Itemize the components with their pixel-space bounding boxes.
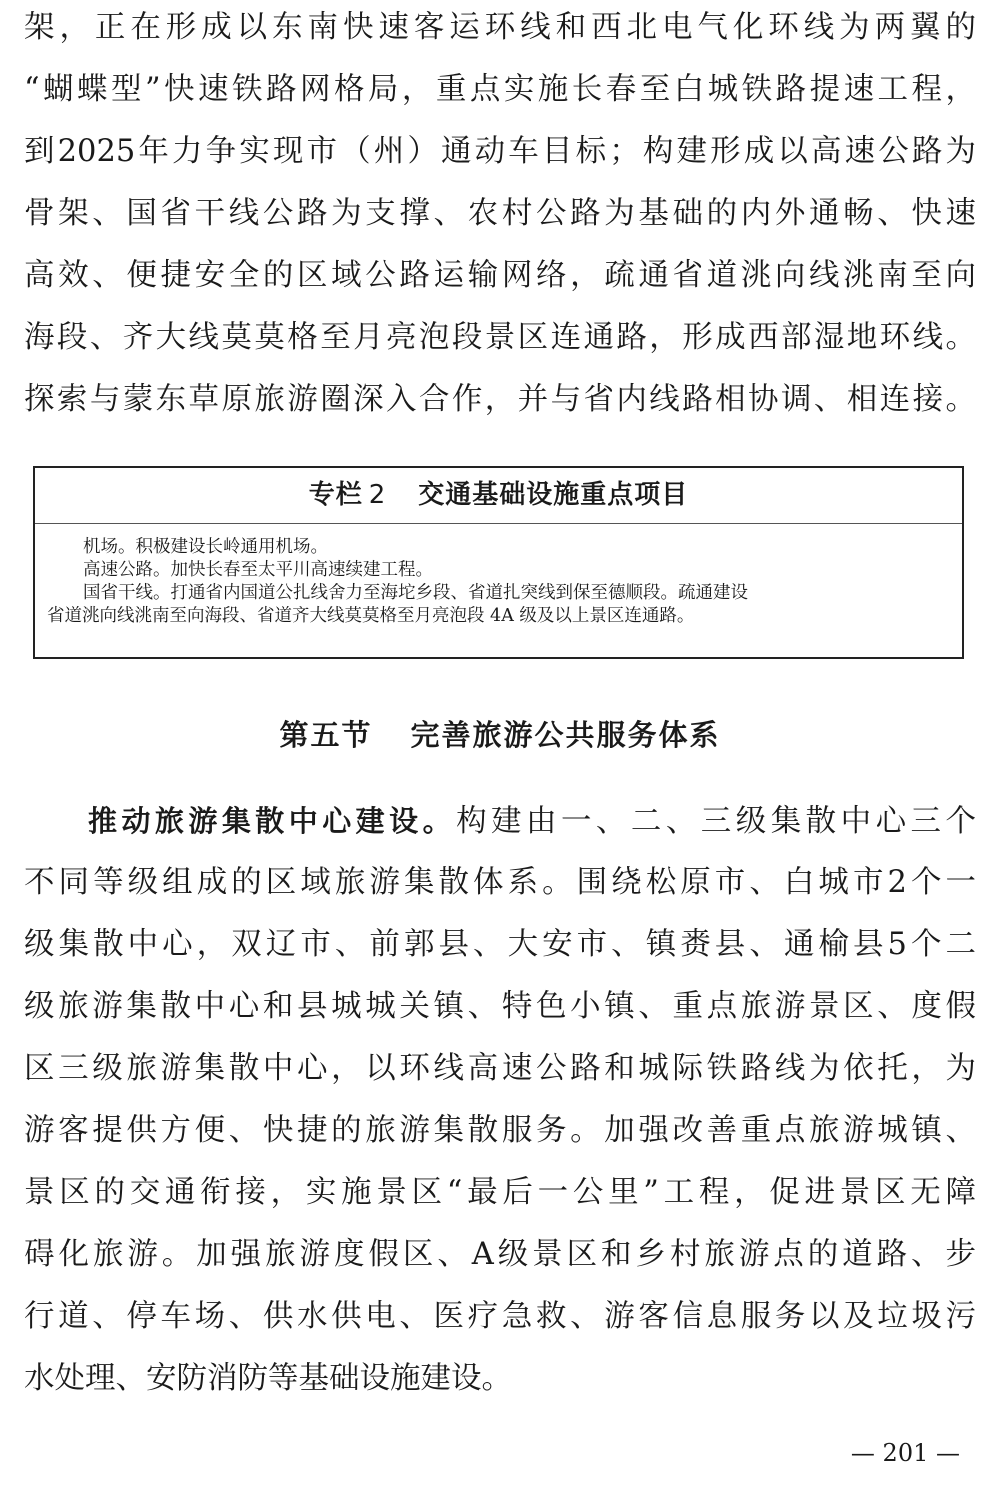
text-line: 架，正在形成以东南快速客运环线和西北电气化环线为两翼的: [24, 10, 976, 45]
box-item-trunk-roads: 国省干线。打通省内国道公扎线舍力至海坨乡段、省道扎突线到保至德顺段。疏通建设: [83, 583, 748, 603]
text-line: 探索与蒙东草原旅游圈深入合作，并与省内线路相协调、相连接。: [24, 382, 976, 417]
page-number: — 201 —: [850, 1439, 960, 1467]
column-number: 2: [368, 480, 387, 510]
text-line: 行道、停车场、供水供电、医疗急救、游客信息服务以及垃圾污: [24, 1299, 976, 1334]
text-line: 海段、齐大线莫莫格至月亮泡段景区连通路，形成西部湿地环线。: [24, 320, 976, 355]
text-line: 级集散中心，双辽市、前郭县、大安市、镇赉县、通榆县5个二: [24, 927, 976, 962]
text-line: 到2025年力争实现市（州）通动车目标；构建形成以高速公路为: [24, 134, 976, 169]
text-line: 景区的交通衔接，实施景区“最后一公里”工程，促进景区无障: [24, 1175, 976, 1210]
text-line: 水处理、安防消防等基础设施建设。: [24, 1361, 512, 1396]
text-line-rest: 构建由一、二、三级集散中心三个: [456, 804, 976, 839]
paragraph-lead: 推动旅游集散中心建设。: [88, 804, 457, 838]
text-line: 游客提供方便、快捷的旅游集散服务。加强改善重点旅游城镇、: [24, 1113, 976, 1148]
section-heading: [0, 713, 1000, 757]
text-line: 不同等级组成的区域旅游集散体系。围绕松原市、白城市2个一: [24, 865, 976, 900]
text-line: 级旅游集散中心和县城城关镇、特色小镇、重点旅游景区、度假: [24, 989, 976, 1024]
section-title: 完善旅游公共服务体系: [410, 718, 721, 752]
box-item-trunk-roads-cont: 省道洮向线洮南至向海段、省道齐大线莫莫格至月亮泡段 4A 级及以上景区连通路。: [47, 606, 695, 626]
box-item-airport: 机场。积极建设长岭通用机场。: [83, 537, 328, 557]
text-line: 碍化旅游。加强旅游度假区、A级景区和乡村旅游点的道路、步: [24, 1237, 976, 1272]
column-label: 专栏: [308, 480, 363, 510]
text-line: 高效、便捷安全的区域公路运输网络，疏通省道洮向线洮南至向: [24, 258, 976, 293]
column-box-body: [35, 524, 962, 628]
column-box-title: [35, 468, 962, 524]
column-box: [33, 466, 964, 659]
box-item-expressway: 高速公路。加快长春至太平川高速续建工程。: [83, 560, 433, 580]
text-line: “蝴蝶型”快速铁路网格局，重点实施长春至白城铁路提速工程，: [24, 72, 976, 107]
column-title: 交通基础设施重点项目: [418, 480, 689, 510]
text-line: 骨架、国省干线公路为支撑、农村公路为基础的内外通畅、快速: [24, 196, 976, 231]
text-line: 区三级旅游集散中心，以环线高速公路和城际铁路线为依托，为: [24, 1051, 976, 1086]
text-line-first: [24, 795, 976, 847]
section-number: 第五节: [279, 718, 373, 752]
